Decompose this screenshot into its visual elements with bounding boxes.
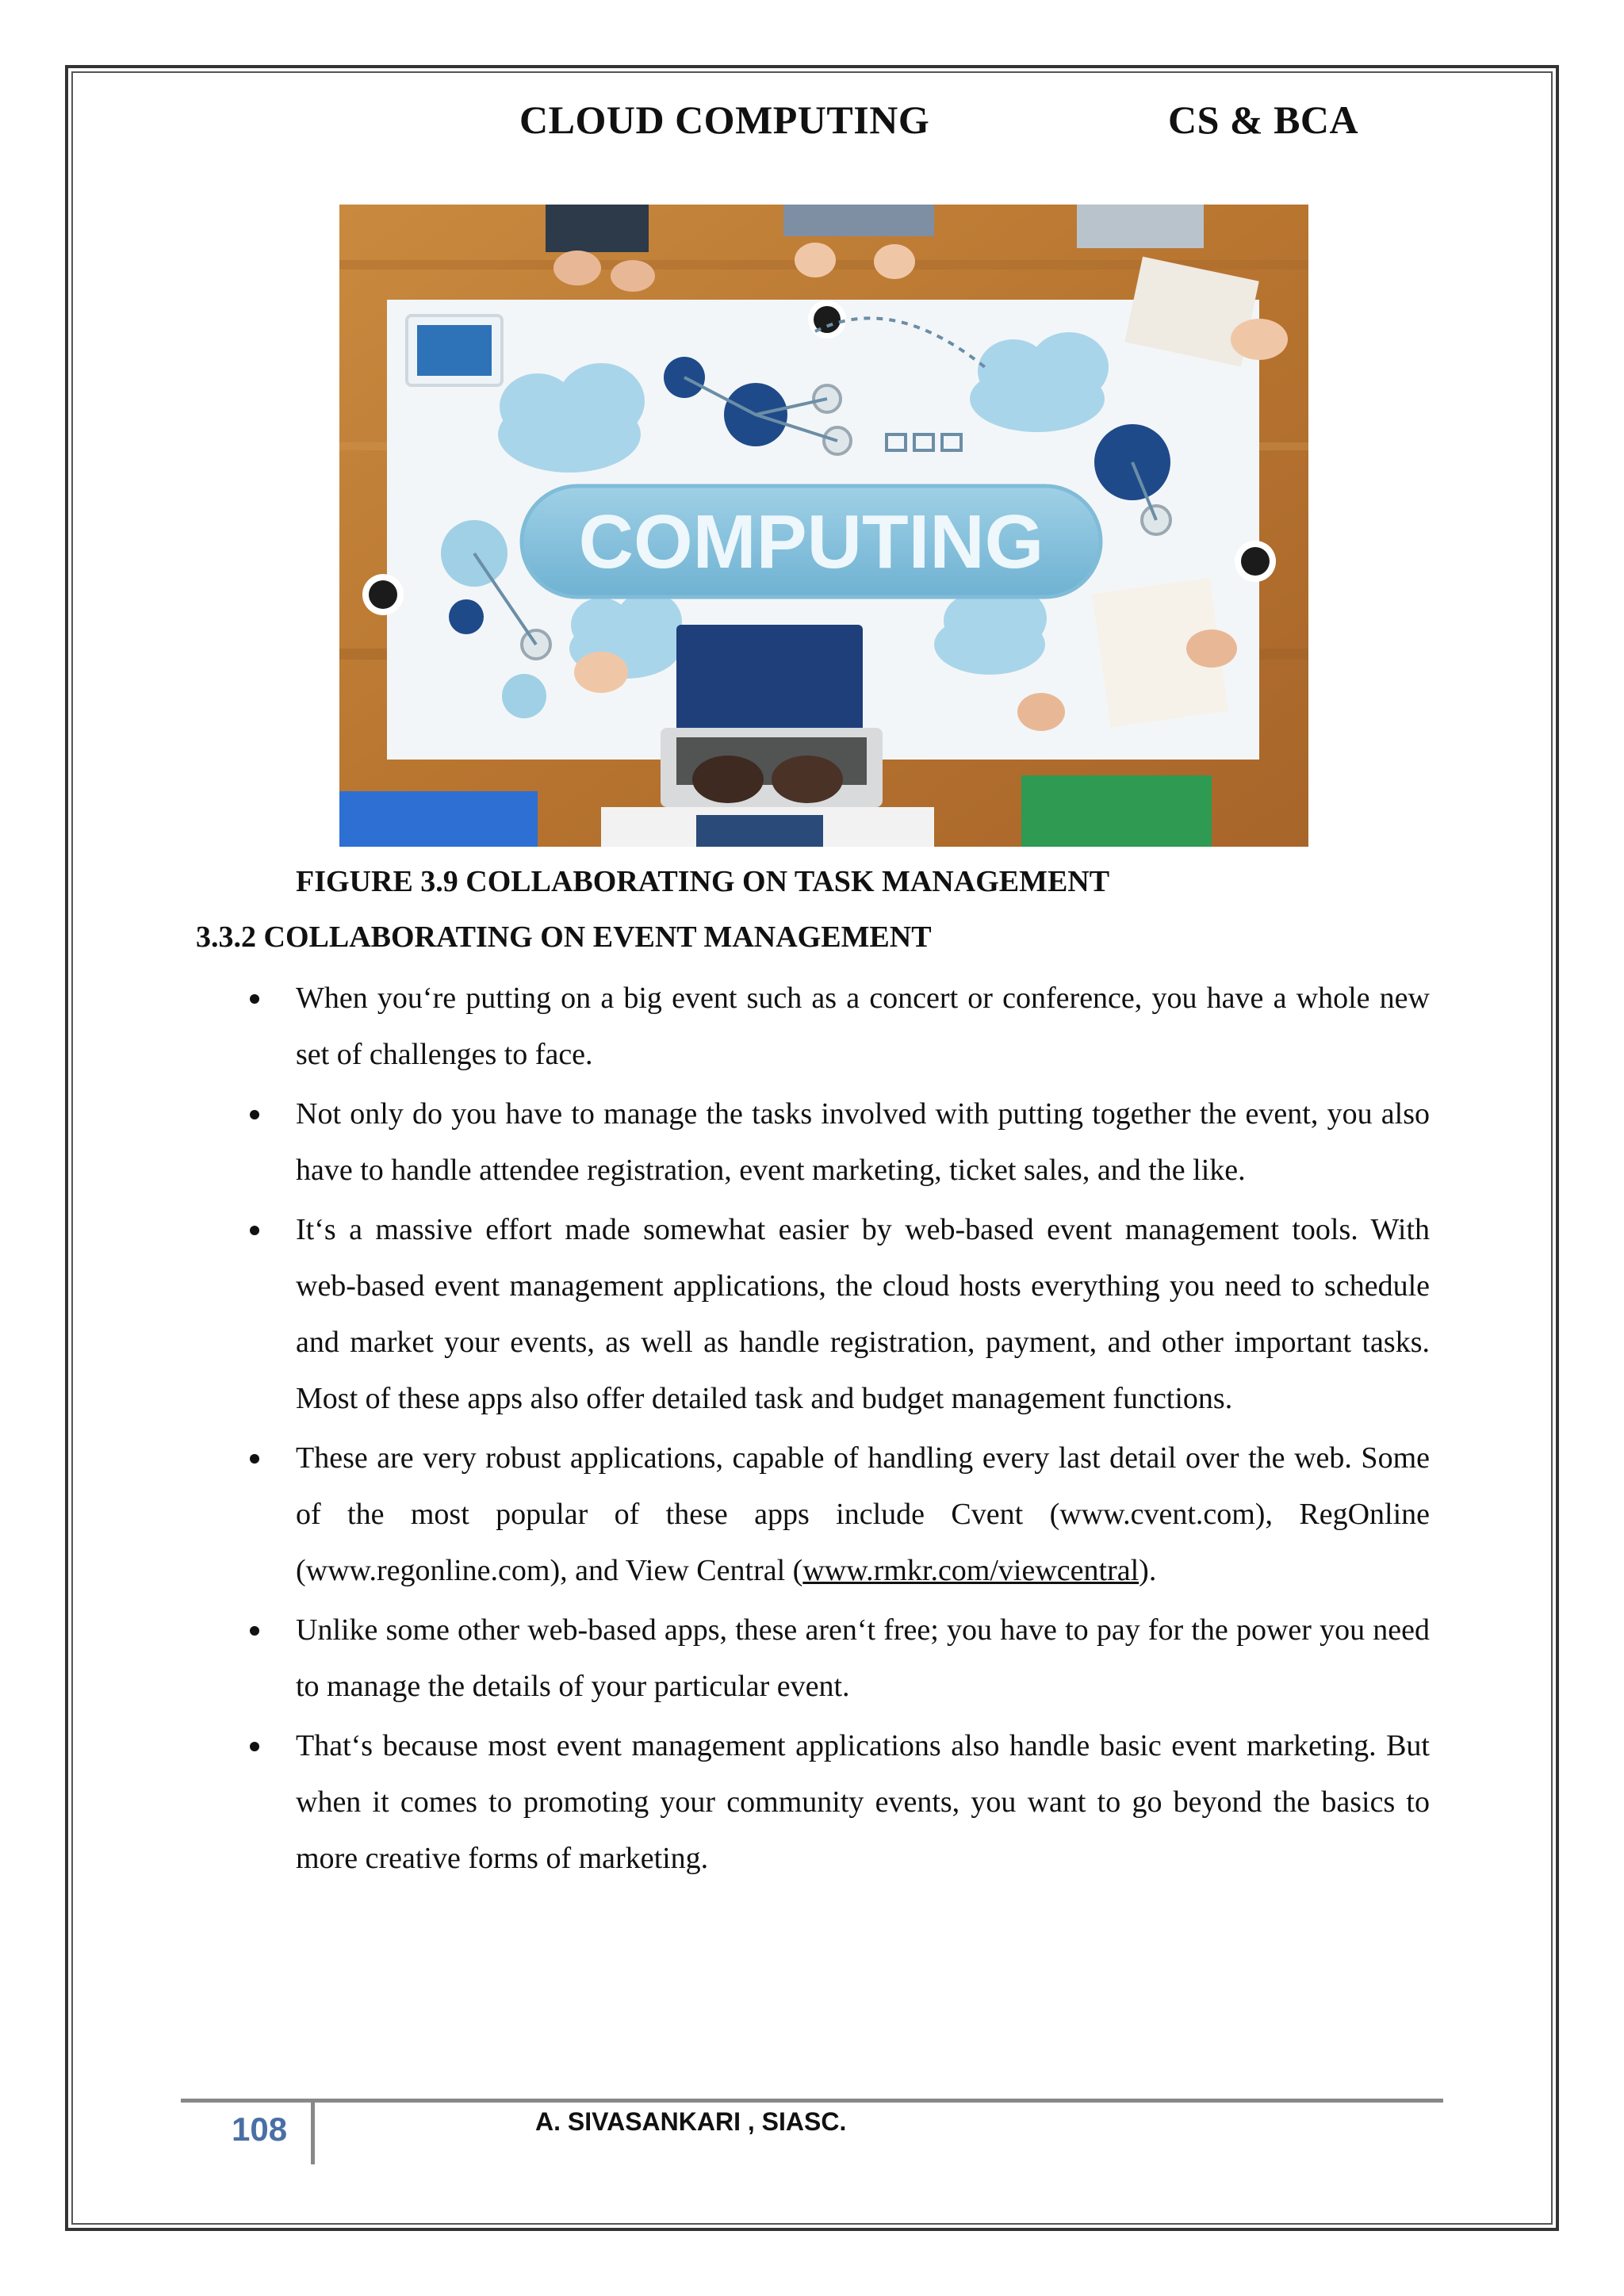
viewcentral-link[interactable]: www.rmkr.com/viewcentral bbox=[802, 1554, 1139, 1587]
bullet-text: That‘s because most event management applications also handle basic event marketing. But when it comes to promoting your community events, you want to go beyond the basics to more creative forms of marketing. bbox=[296, 1729, 1430, 1875]
bullet-icon bbox=[250, 1454, 259, 1464]
footer-divider bbox=[311, 2103, 315, 2164]
bullet-text-before-link: These are very robust applications, capable of handling every last detail over the web. Some of the most popular of these apps include Cvent (www.cvent.com), RegOnline (www.regonline.com), and View Central ( bbox=[296, 1441, 1430, 1587]
page-number: 108 bbox=[232, 2110, 288, 2148]
bullet-text-after-link: ). bbox=[1139, 1554, 1157, 1587]
bullet-icon bbox=[250, 1742, 259, 1751]
figure-image bbox=[339, 205, 1308, 847]
bullet-icon bbox=[250, 1226, 259, 1235]
bullet-text: Not only do you have to manage the tasks involved with putting together the event, you also have to handle attendee registration, event marketing, ticket sales, and the like. bbox=[296, 1097, 1430, 1187]
figure-caption: FIGURE 3.9 COLLABORATING ON TASK MANAGEMENT bbox=[296, 865, 1110, 898]
illustration-text: COMPUTING bbox=[578, 499, 1044, 584]
list-item bbox=[240, 970, 1430, 1083]
bullet-icon bbox=[250, 994, 259, 1004]
list-item bbox=[240, 1202, 1430, 1427]
bullet-icon bbox=[250, 1626, 259, 1636]
bullet-text: Unlike some other web-based apps, these aren‘t free; you have to pay for the power you need to manage the details of your particular event. bbox=[296, 1613, 1430, 1703]
list-item bbox=[240, 1718, 1430, 1887]
list-item bbox=[240, 1086, 1430, 1199]
footer-author: A. SIVASANKARI , SIASC. bbox=[535, 2107, 847, 2136]
bullet-list bbox=[240, 970, 1430, 1890]
bullet-text: It‘s a massive effort made somewhat easier by web-based event management tools. With web-based event management applications, the cloud hosts everything you need to schedule and market your events, as well as handle registration, payment, and other important tasks. Most of these apps also offer detailed task and budget management functions. bbox=[296, 1213, 1430, 1415]
section-heading: 3.3.2 COLLABORATING ON EVENT MANAGEMENT bbox=[196, 920, 932, 954]
running-header-subtitle: CS & BCA bbox=[1168, 98, 1359, 142]
list-item bbox=[240, 1430, 1430, 1599]
list-item bbox=[240, 1602, 1430, 1715]
running-header-title: CLOUD COMPUTING bbox=[519, 98, 930, 142]
footer-rule bbox=[181, 2099, 1443, 2103]
bullet-icon bbox=[250, 1110, 259, 1119]
bullet-text: When you‘re putting on a big event such as a concert or conference, you have a whole new set of challenges to face. bbox=[296, 982, 1430, 1071]
